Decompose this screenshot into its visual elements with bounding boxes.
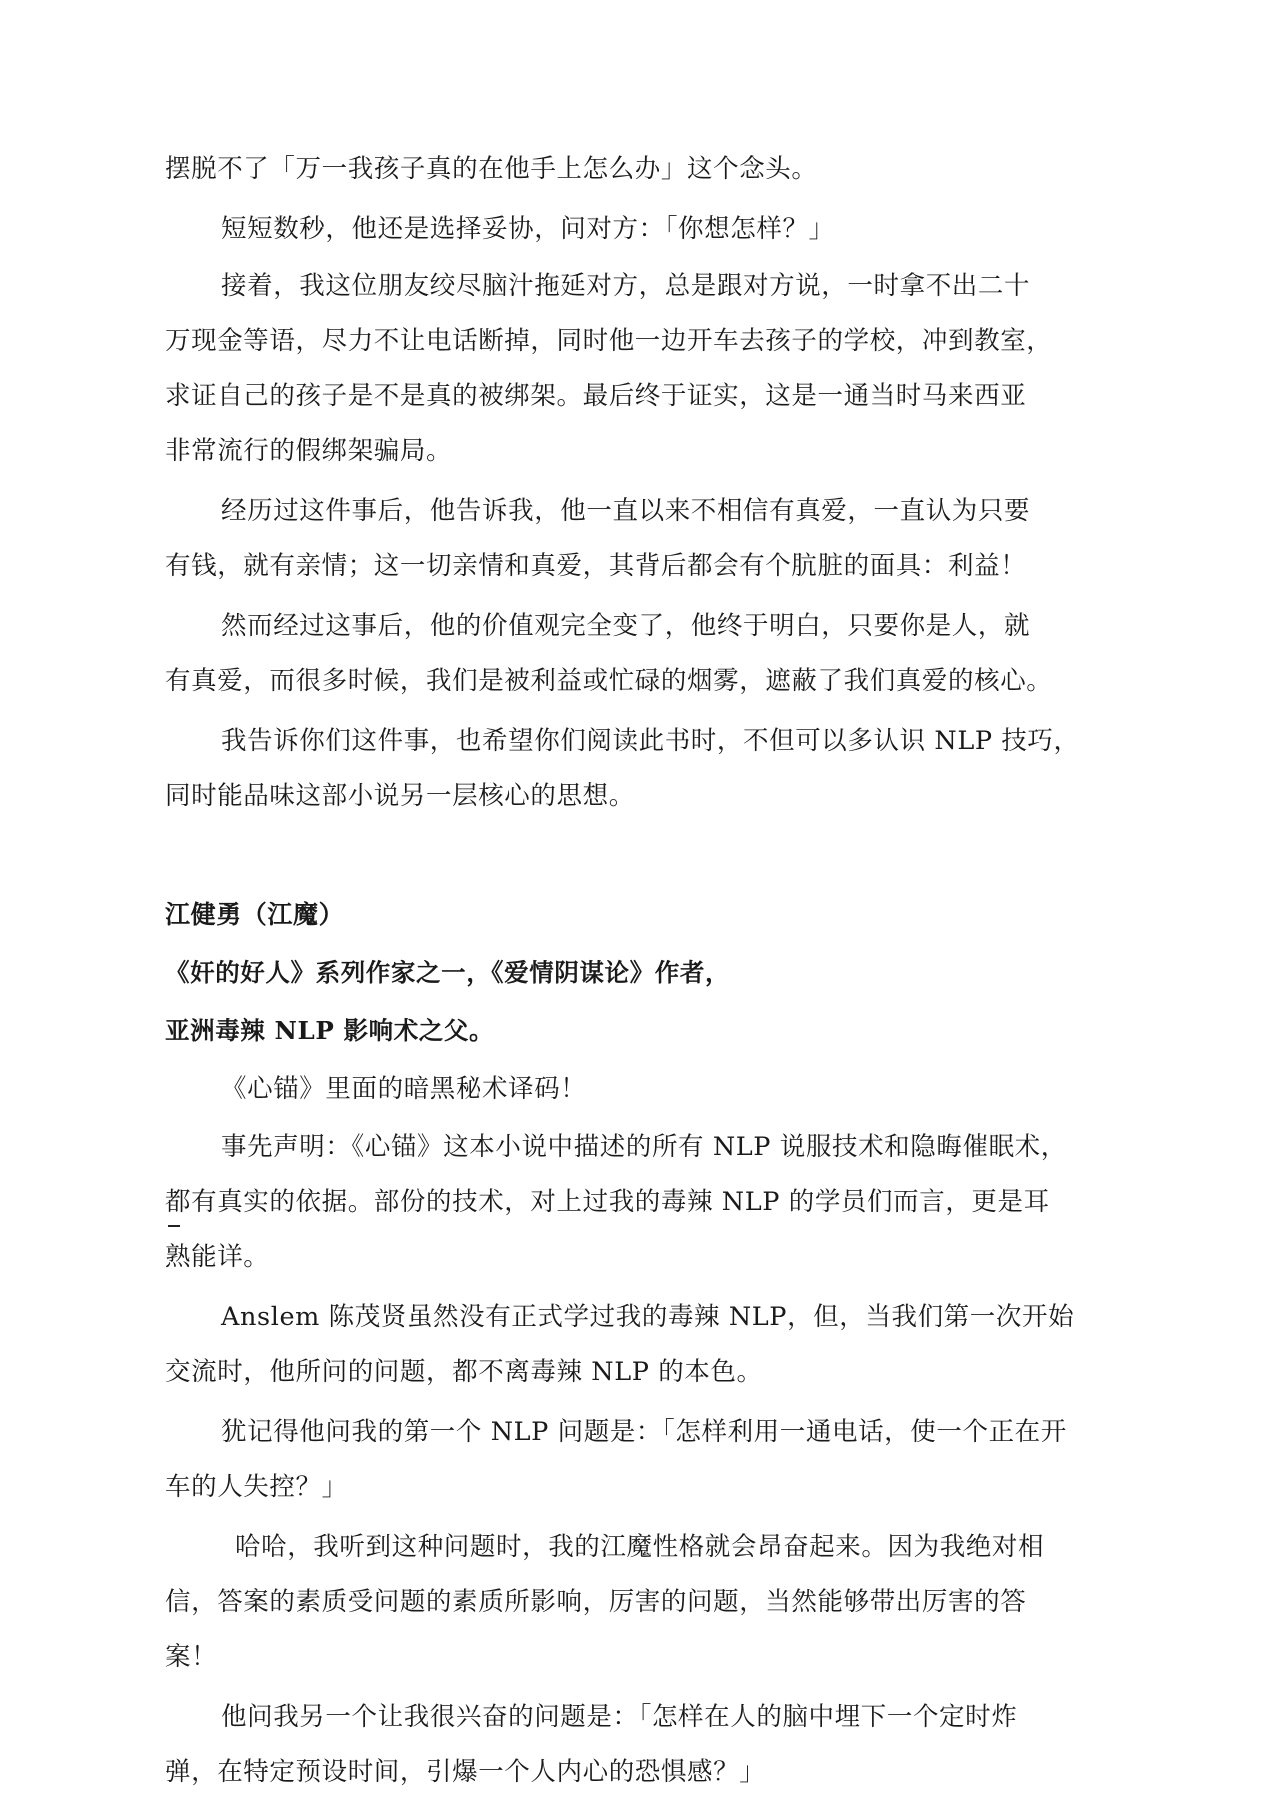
author-credits: 《奸的好人》系列作家之一，《爱情阴谋论》作者， [165, 958, 731, 987]
text-line: 车的人失控？」 [165, 1472, 348, 1502]
text-line: 犹记得他问我的第一个 NLP 问题是：「怎样利用一通电话，使一个正在开 [221, 1417, 1067, 1447]
text-line: 同时能品味这部小说另一层核心的思想。 [165, 781, 635, 811]
text-line: 都有真实的依据。部份的技术，对上过我的毒辣 NLP 的学员们而言，更是耳 [165, 1187, 1050, 1217]
text-line: 非常流行的假绑架骗局。 [165, 436, 453, 466]
text-line: 摆脱不了「万一我孩子真的在他手上怎么办」这个念头。 [165, 154, 818, 184]
author-title: 亚洲毒辣 NLP 影响术之父。 [165, 1016, 495, 1045]
text-line: 接着，我这位朋友绞尽脑汁拖延对方，总是跟对方说，一时拿不出二十 [221, 271, 1031, 301]
text-line: 有真爱，而很多时候，我们是被利益或忙碌的烟雾，遮蔽了我们真爱的核心。 [165, 666, 1053, 696]
text-line: 事先声明：《心锚》这本小说中描述的所有 NLP 说服技术和隐晦催眠术， [221, 1132, 1067, 1162]
section-heading: 《心锚》里面的暗黑秘术译码！ [221, 1074, 587, 1104]
text-line: 哈哈，我听到这种问题时，我的江魔性格就会昂奋起来。因为我绝对相 [235, 1532, 1045, 1562]
text-line: 他问我另一个让我很兴奋的问题是：「怎样在人的脑中埋下一个定时炸 [221, 1702, 1018, 1732]
text-line: 有钱，就有亲情；这一切亲情和真爱，其背后都会有个肮脏的面具：利益！ [165, 551, 1027, 581]
text-line: 弹，在特定预设时间，引爆一个人内心的恐惧感？」 [165, 1757, 766, 1787]
author-name-heading: 江健勇（江魔） [165, 900, 345, 929]
text-line: 万现金等语，尽力不让电话断掉，同时他一边开车去孩子的学校，冲到教室， [165, 326, 1053, 356]
text-line: 求证自己的孩子是不是真的被绑架。最后终于证实，这是一通当时马来西亚 [165, 381, 1027, 411]
text-line: 我告诉你们这件事，也希望你们阅读此书时，不但可以多认识 NLP 技巧， [221, 726, 1080, 756]
text-line: Anslem 陈茂贤虽然没有正式学过我的毒辣 NLP，但，当我们第一次开始 [221, 1302, 1075, 1332]
text-line: 信，答案的素质受问题的素质所影响，厉害的问题，当然能够带出厉害的答 [165, 1587, 1027, 1617]
text-line: 熟能详。 [165, 1242, 270, 1272]
text-line: 然而经过这事后，他的价值观完全变了，他终于明白，只要你是人，就 [221, 611, 1031, 641]
text-line: 短短数秒，他还是选择妥协，问对方：「你想怎样？」 [221, 214, 835, 244]
text-line: 案！ [165, 1642, 218, 1672]
text-line: 经历过这件事后，他告诉我，他一直以来不相信有真爱，一直认为只要 [221, 496, 1031, 526]
text-line: 交流时，他所问的问题，都不离毒辣 NLP 的本色。 [165, 1357, 763, 1387]
stray-dash-mark [168, 1225, 180, 1227]
